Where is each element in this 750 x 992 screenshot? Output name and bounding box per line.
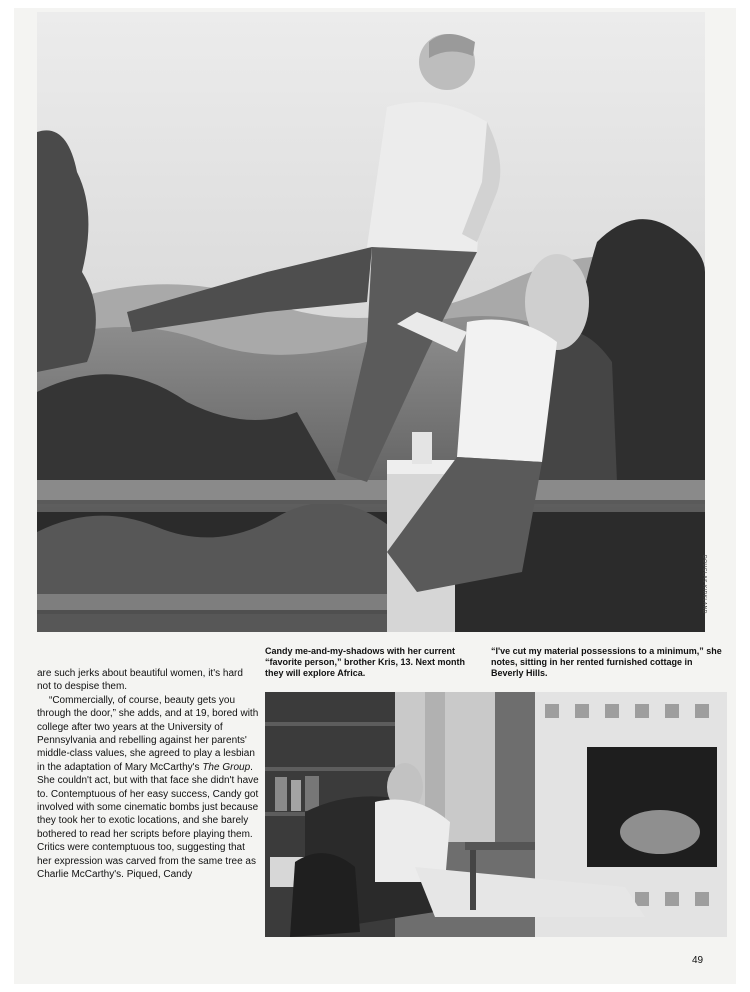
caption-top-photo: Candy me-and-my-shadows with her current “favorite person,” brother Kris, 13. Next month they will explore Africa. — [265, 646, 466, 678]
film-title: The Group — [202, 761, 251, 773]
photo-top-illustration — [37, 12, 705, 632]
photo-bottom-illustration — [265, 692, 727, 937]
article-text: . She couldn't act, but with that face she didn't have to. Contemptuous of her easy success, Candy got involved with some cinematic bombs just because they took her to exotic locations, and she barely bothered to read her scripts before playing them. Critics were contemptuous too, suggesting that her expression was carved from the same tree as Charlie McCarthy's. Piqued, Candy — [37, 761, 259, 881]
article-text: “Commercially, of course, beauty gets you through the door,” she adds, and at 19, bored with college after two years at the University of Pennsylvania and rebelling against her parents' middle-class values, she agreed to play a lesbian in the adaptation of Mary McCarthy's — [37, 694, 259, 773]
article-paragraph: are such jerks about beautiful women, it's hard not to despise them. — [37, 668, 243, 693]
photo-credit: DOUGLAS KIRKLAND — [701, 555, 707, 614]
photo-top — [37, 12, 705, 632]
caption-bottom-photo: “I've cut my material possessions to a minimum,” she notes, sitting in her rented furnished cottage in Beverly Hills. — [491, 646, 722, 678]
article-paragraph — [37, 694, 259, 882]
article-body — [37, 667, 259, 882]
photo-bottom — [265, 692, 727, 937]
page-number: 49 — [692, 955, 704, 966]
